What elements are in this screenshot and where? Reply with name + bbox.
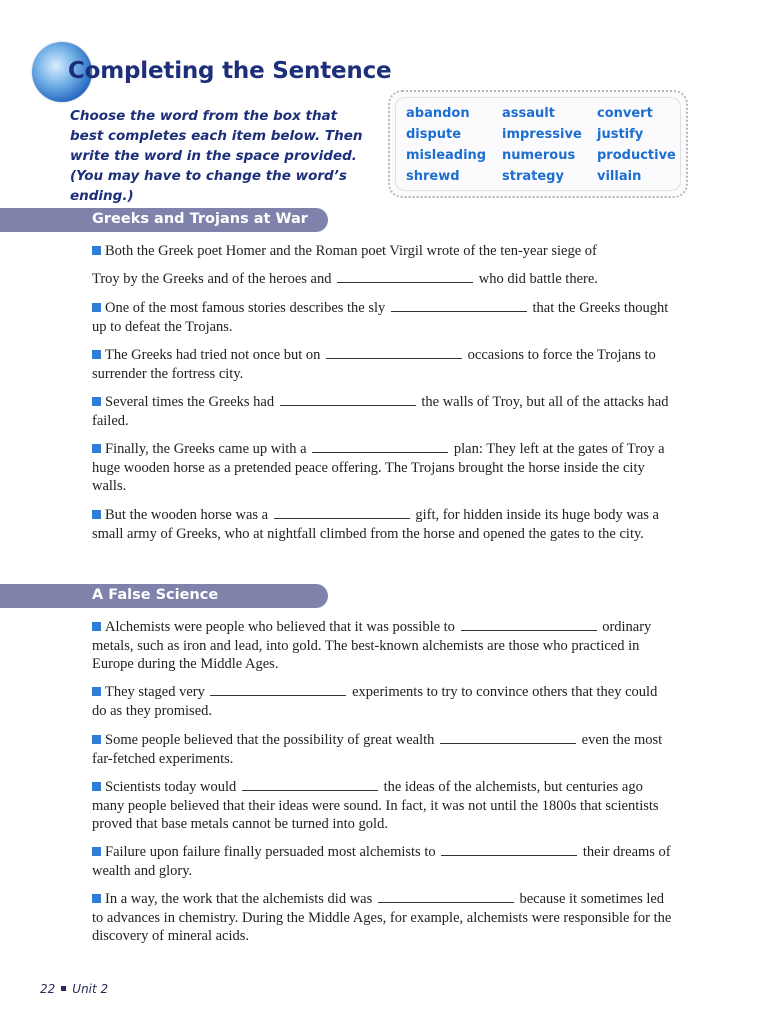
page-title: Completing the Sentence <box>68 58 392 84</box>
answer-blank[interactable] <box>280 393 416 406</box>
instructions: Choose the word from the box that best completes each item below. Then write the word in the space provided. (You may have to change the word’s ending.) <box>70 108 363 204</box>
word-box <box>388 90 688 198</box>
bullet-icon <box>92 687 101 696</box>
answer-blank[interactable] <box>312 440 448 453</box>
unit-label: Unit 2 <box>72 982 109 996</box>
answer-blank[interactable] <box>274 506 410 519</box>
answer-blank[interactable] <box>242 778 378 791</box>
word-box-word: villain <box>597 169 642 184</box>
exercise-item: But the wooden horse was a gift, for hidden inside its huge body was a small army of Greeks, who at nightfall climbed from the horse and opened the gates to the city. <box>92 507 659 542</box>
separator-icon <box>61 986 66 991</box>
exercise-item: Scientists today would the ideas of the alchemists, but centuries ago many people believed that their ideas were sound. In fact, it was not until the 1800s that scientists proved that base metals cannot be turned into gold. <box>92 779 659 832</box>
word-box-word: strategy <box>502 169 564 184</box>
word-box-word: impressive <box>502 127 582 142</box>
word-box-word: convert <box>597 106 653 121</box>
bullet-icon <box>92 444 101 453</box>
exercise-item: Both the Greek poet Homer and the Roman poet Virgil wrote of the ten-year siege of <box>92 242 672 261</box>
bullet-icon <box>92 303 101 312</box>
exercise-item: Troy by the Greeks and of the heroes and who did battle there. <box>92 271 598 287</box>
bullet-icon <box>92 510 101 519</box>
exercise-item: Some people believed that the possibility of great wealth even the most far-fetched experiments. <box>92 732 663 767</box>
exercise-item: Finally, the Greeks came up with a plan: They left at the gates of Troy a huge wooden horse as a pretended peace offering. The Trojans brought the horse inside the city walls. <box>92 441 665 494</box>
answer-blank[interactable] <box>441 843 577 856</box>
bullet-icon <box>92 350 101 359</box>
word-box-word: numerous <box>502 148 576 163</box>
answer-blank[interactable] <box>210 683 346 696</box>
exercise-item: Failure upon failure finally persuaded most alchemists to their dreams of wealth and glory. <box>92 844 671 879</box>
word-box-word: abandon <box>406 106 470 121</box>
exercise-item: In a way, the work that the alchemists did was because it sometimes led to advances in chemistry. During the Middle Ages, for example, alchemists were responsible for the discovery of mineral acids. <box>92 891 672 944</box>
word-box-word: dispute <box>406 127 462 142</box>
bullet-icon <box>92 246 101 255</box>
page-footer <box>40 982 108 996</box>
page-number: 22 <box>40 982 56 996</box>
exercise-item: The Greeks had tried not once but on occasions to force the Trojans to surrender the fortress city. <box>92 347 656 382</box>
bullet-icon <box>92 847 101 856</box>
word-box-word: misleading <box>406 148 487 163</box>
answer-blank[interactable] <box>440 731 576 744</box>
exercise-item: Alchemists were people who believed that it was possible to ordinary metals, such as iron and lead, into gold. The best-known alchemists are those who practiced in Europe during the Middle Ages. <box>92 619 652 672</box>
answer-blank[interactable] <box>378 890 514 903</box>
exercise-item: They staged very experiments to try to convince others that they could do as they promised. <box>92 684 658 719</box>
bullet-icon <box>92 622 101 631</box>
answer-blank[interactable] <box>461 618 597 631</box>
section-header <box>0 208 328 232</box>
section-header <box>0 584 328 608</box>
answer-blank[interactable] <box>337 270 473 283</box>
exercise-item: One of the most famous stories describes the sly that the Greeks thought up to defeat the Trojans. <box>92 300 669 335</box>
bullet-icon <box>92 894 101 903</box>
section-title: Greeks and Trojans at War <box>92 211 308 227</box>
word-box-word: productive <box>597 148 676 163</box>
bullet-icon <box>92 782 101 791</box>
exercise-item: Several times the Greeks had the walls of Troy, but all of the attacks had failed. <box>92 394 669 429</box>
answer-blank[interactable] <box>391 299 527 312</box>
word-box-word: assault <box>502 106 555 121</box>
bullet-icon <box>92 397 101 406</box>
answer-blank[interactable] <box>326 346 462 359</box>
section-title: A False Science <box>92 587 219 603</box>
word-box-word: justify <box>597 127 644 142</box>
bullet-icon <box>92 735 101 744</box>
word-box-word: shrewd <box>406 169 460 184</box>
